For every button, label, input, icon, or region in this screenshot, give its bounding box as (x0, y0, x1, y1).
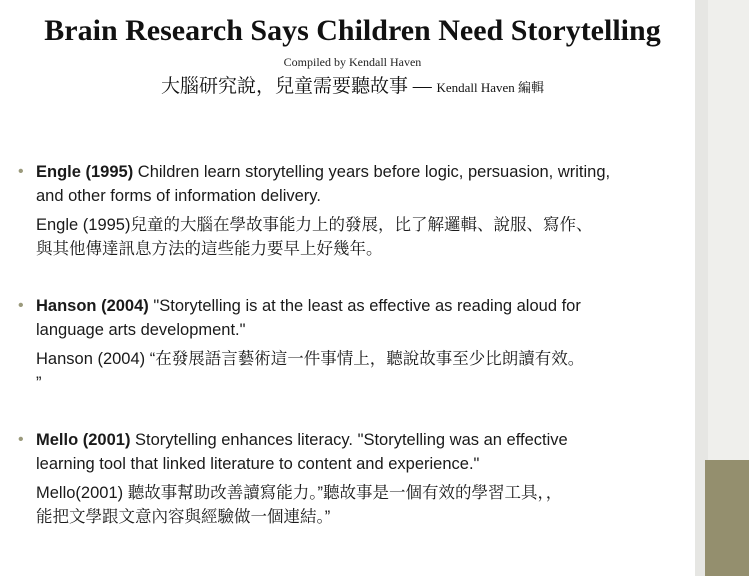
bullet-en-text: Children learn storytelling years before logic, persuasion, writing, (133, 163, 611, 181)
bullet-dot: • (18, 163, 24, 180)
bullet-dot: • (18, 297, 24, 314)
bullet-lead: Engle (1995) (36, 163, 134, 181)
bullet-dot: • (18, 431, 24, 448)
chinese-subtitle (0, 71, 705, 98)
bullet-zh-line: Engle (1995)兒童的大腦在學故事能力上的發展，比了解邏輯、說服、寫作、 (36, 216, 593, 234)
bullet-zh-line: Hanson (2004) “在發展語言藝術這一件事情上，聽說故事至少比朗讀有效。 (36, 350, 585, 368)
bullet-en-line: and other forms of information delivery. (36, 187, 321, 205)
bullet-en-line (36, 294, 708, 318)
chinese-subtitle-text: 大腦研究說，兒童需要聽故事 (160, 76, 408, 97)
bullet-lead: Hanson (2004) (36, 297, 149, 315)
bullet-en-line: language arts development." (36, 321, 246, 339)
subtitle-dash: — (412, 76, 432, 97)
bullet-en-line (36, 160, 708, 184)
bullet-en-line (36, 428, 708, 452)
bullet-en-text: Storytelling enhances literacy. "Storytelling was an effective (130, 431, 568, 449)
side-bar-light (708, 0, 749, 460)
bullet-zh-line: Mello(2001) 聽故事幫助改善讀寫能力。”聽故事是一個有效的學習工具，， (36, 484, 563, 502)
side-bar-accent (705, 460, 749, 576)
bullet-hanson (18, 294, 708, 395)
slide-title: Brain Research Says Children Need Storytelling (44, 14, 661, 47)
compiled-by: Compiled by Kendall Haven (283, 55, 422, 69)
bullet-en-text: "Storytelling is at the least as effective as reading aloud for (148, 297, 581, 315)
bullet-mello (18, 428, 708, 529)
subtitle-author: Kendall Haven 編輯 (436, 80, 545, 95)
bullet-en-line: learning tool that linked literature to content and experience." (36, 455, 480, 473)
bullet-zh-line: 與其他傳達訊息方法的這些能力要早上好幾年。 (36, 240, 383, 258)
bullet-lead: Mello (2001) (36, 431, 131, 449)
bullet-engle (18, 160, 708, 261)
bullet-zh-line: ” (36, 374, 42, 392)
bullet-zh-line: 能把文學跟文意內容與經驗做一個連結。” (36, 508, 331, 526)
